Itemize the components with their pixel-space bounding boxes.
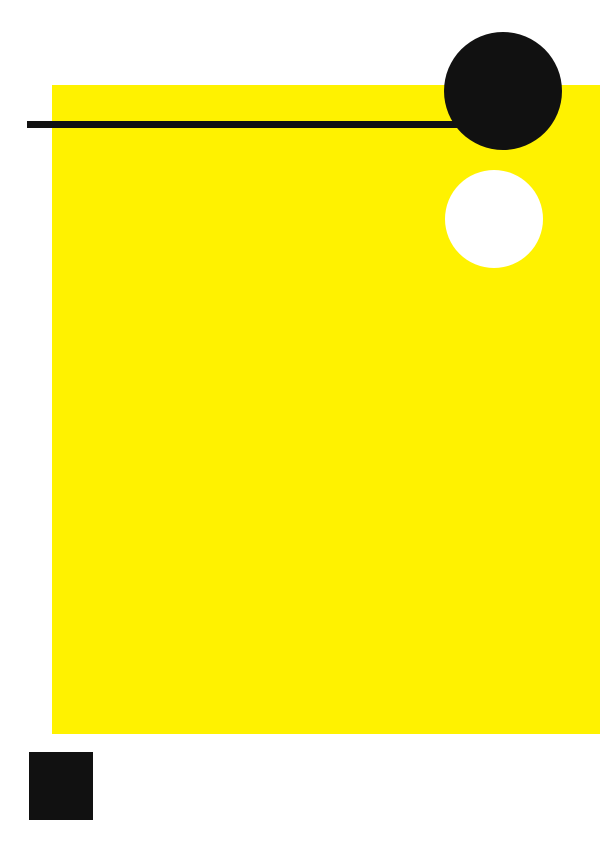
- title-underline: [27, 121, 479, 128]
- cvut-fa-logo: [29, 752, 93, 820]
- phd-badge: [444, 32, 562, 150]
- svk-badge: [445, 170, 543, 268]
- qr-code-icon[interactable]: [107, 753, 163, 809]
